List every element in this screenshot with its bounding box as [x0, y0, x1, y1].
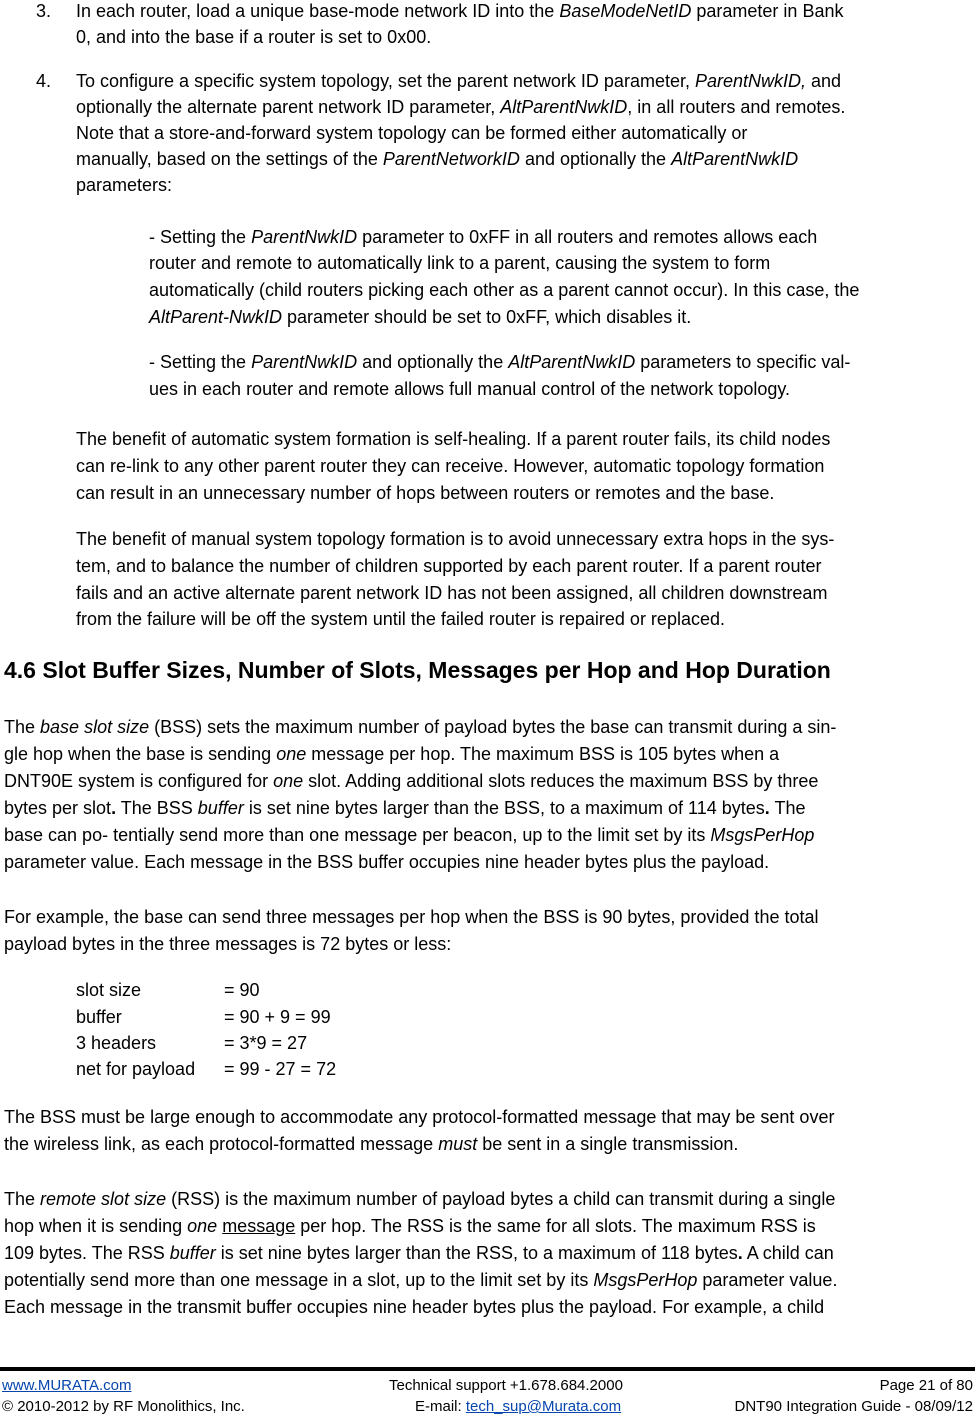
- page-number: Page 21 of 80: [879, 1377, 973, 1394]
- bss-para-line-6: parameter value. Each message in the BSS buffer occupies nine header bytes plus the payload.: [4, 852, 770, 872]
- bss-large-para-line-2: the wireless link, as each protocol-formatted message must be sent in a single transmission.: [4, 1134, 739, 1154]
- copyright-text: © 2010-2012 by RF Monolithics, Inc.: [2, 1398, 245, 1415]
- auto-para-line-3: can result in an unnecessary number of hops between routers or remotes and the base.: [76, 483, 775, 503]
- bullet-2-line-1: - Setting the ParentNwkID and optionally the AltParentNwkID parameters to specific val-: [149, 352, 851, 372]
- bss-para-line-4: bytes per slot. The BSS buffer is set nine bytes larger than the BSS, to a maximum of 114 bytes. The: [4, 798, 806, 818]
- list-item-4-line-3: Note that a store-and-forward system topology can be formed either automatically or: [76, 123, 748, 143]
- manual-para-line-2: tem, and to balance the number of children supported by each parent router. If a parent router: [76, 556, 822, 576]
- bullet-1-line-2: router and remote to automatically link to a parent, causing the system to form: [149, 253, 771, 273]
- rss-para-line-4: potentially send more than one message in a slot, up to the limit set by its MsgsPerHop parameter value.: [4, 1270, 838, 1290]
- bullet-2-line-2: ues in each router and remote allows full manual control of the network topology.: [149, 379, 791, 399]
- bss-para-line-2: gle hop when the base is sending one message per hop. The maximum BSS is 105 bytes when a: [4, 744, 780, 764]
- bss-large-para-line-1: The BSS must be large enough to accommodate any protocol-formatted message that may be sent over: [4, 1107, 835, 1127]
- calc-row: slot size = 90: [76, 980, 260, 1000]
- list-item-4-line-1: To configure a specific system topology, set the parent network ID parameter, ParentNwkID, and: [76, 71, 842, 91]
- bss-para-line-3: DNT90E system is configured for one slot. Adding additional slots reduces the maximum BSS by three: [4, 771, 819, 791]
- calc-row: 3 headers = 3*9 = 27: [76, 1033, 308, 1053]
- bss-para-line-5: base can po- tentially send more than one message per beacon, up to the limit set by its MsgsPerHop: [4, 825, 815, 845]
- bullet-1-line-1: - Setting the ParentNwkID parameter to 0xFF in all routers and remotes allows each: [149, 227, 818, 247]
- bullet-1-line-4: AltParent-NwkID parameter should be set to 0xFF, which disables it.: [149, 307, 692, 327]
- list-item-3-line-2: 0, and into the base if a router is set to 0x00.: [76, 27, 432, 47]
- list-number-3: 3.: [36, 1, 52, 21]
- list-item-3-line-1: In each router, load a unique base-mode network ID into the BaseModeNetID parameter in Bank: [76, 1, 844, 21]
- website-link[interactable]: www.MURATA.com: [2, 1377, 132, 1394]
- calc-row: buffer = 90 + 9 = 99: [76, 1007, 331, 1027]
- rss-para-line-3: 109 bytes. The RSS buffer is set nine bytes larger than the RSS, to a maximum of 118 bytes. A child can: [4, 1243, 834, 1263]
- auto-para-line-1: The benefit of automatic system formation is self-healing. If a parent router fails, its child nodes: [76, 429, 831, 449]
- footer-divider: [0, 1367, 975, 1371]
- support-phone: Technical support +1.678.684.2000: [389, 1377, 623, 1394]
- example-para-line-1: For example, the base can send three messages per hop when the BSS is 90 bytes, provided the total: [4, 907, 819, 927]
- bullet-1-line-3: automatically (child routers picking each other as a parent cannot occur). In this case, the: [149, 280, 860, 300]
- section-heading: 4.6 Slot Buffer Sizes, Number of Slots, Messages per Hop and Hop Duration: [4, 657, 831, 683]
- bss-para-line-1: The base slot size (BSS) sets the maximum number of payload bytes the base can transmit during a sin-: [4, 717, 837, 737]
- list-item-4-line-4: manually, based on the settings of the ParentNetworkID and optionally the AltParentNwkID: [76, 149, 799, 169]
- rss-para-line-5: Each message in the transmit buffer occupies nine header bytes plus the payload. For example, a child: [4, 1297, 825, 1317]
- email-line: E-mail: tech_sup@Murata.com: [415, 1398, 622, 1415]
- auto-para-line-2: can re-link to any other parent router they can receive. However, automatic topology formation: [76, 456, 825, 476]
- manual-para-line-4: from the failure will be off the system until the failed router is repaired or replaced.: [76, 609, 725, 629]
- email-link[interactable]: tech_sup@Murata.com: [465, 1398, 622, 1415]
- list-number-4: 4.: [36, 71, 52, 91]
- guide-title: DNT90 Integration Guide - 08/09/12: [734, 1398, 973, 1415]
- manual-para-line-1: The benefit of manual system topology formation is to avoid unnecessary extra hops in the sys-: [76, 529, 835, 549]
- example-para-line-2: payload bytes in the three messages is 72 bytes or less:: [4, 934, 452, 954]
- manual-para-line-3: fails and an active alternate parent network ID has not been assigned, all children downstream: [76, 583, 828, 603]
- rss-para-line-1: The remote slot size (RSS) is the maximum number of payload bytes a child can transmit during a single: [4, 1189, 836, 1209]
- calc-row: net for payload = 99 - 27 = 72: [76, 1059, 337, 1079]
- rss-para-line-2: hop when it is sending one message per hop. The RSS is the same for all slots. The maximum RSS is: [4, 1216, 816, 1236]
- list-item-4-line-5: parameters:: [76, 175, 173, 195]
- list-item-4-line-2: optionally the alternate parent network ID parameter, AltParentNwkID, in all routers and remotes.: [76, 97, 846, 117]
